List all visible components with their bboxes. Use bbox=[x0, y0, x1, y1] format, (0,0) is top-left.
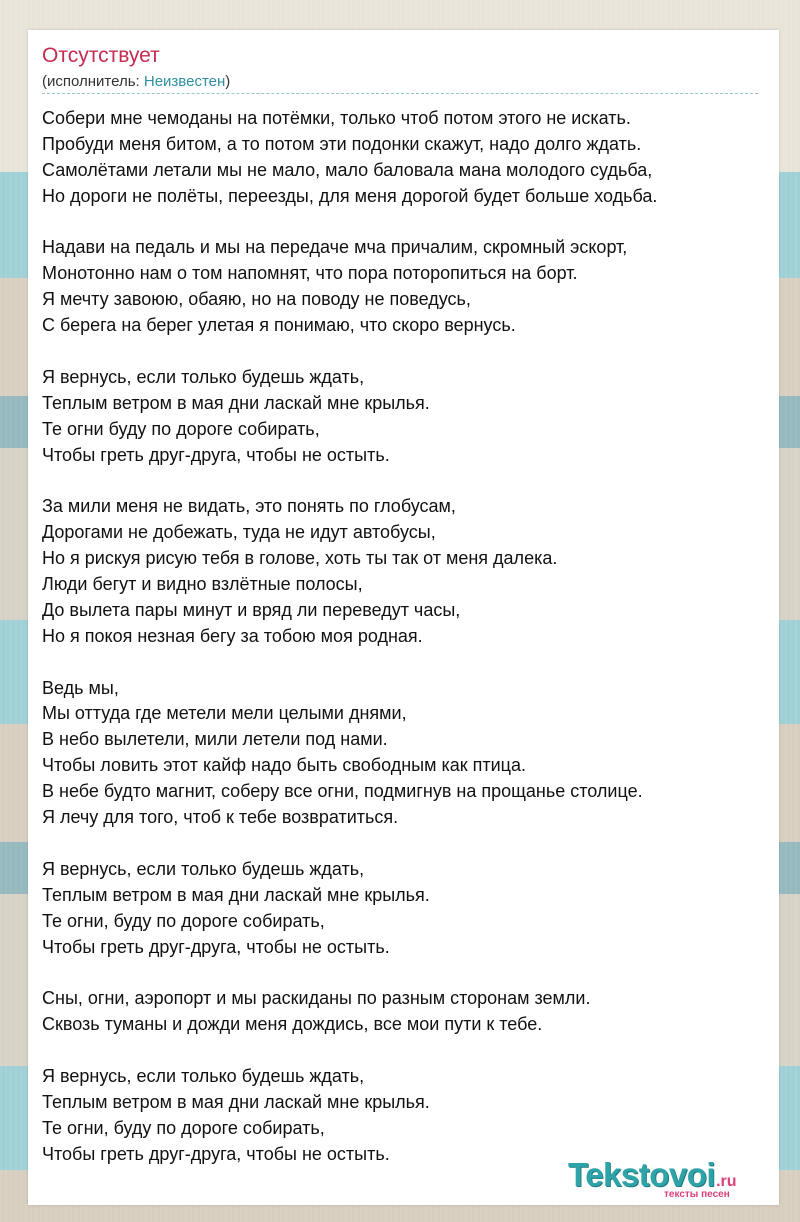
logo-name: Tekstovoi bbox=[568, 1156, 716, 1193]
artist-link[interactable]: Неизвестен bbox=[143, 73, 226, 90]
stanza-gap bbox=[42, 831, 772, 857]
lyric-line: Чтобы греть друг-друга, чтобы не остыть. bbox=[42, 444, 390, 465]
lyric-line: Те огни, буду по дороге собирать, bbox=[42, 910, 325, 931]
logo-tld: .ru bbox=[716, 1173, 737, 1190]
lyric-line: Но дороги не полёты, переезды, для меня дорогой будет больше ходьба. bbox=[42, 185, 658, 206]
lyric-line: Люди бегут и видно взлётные полосы, bbox=[42, 574, 363, 595]
lyric-line: Ведь мы, bbox=[42, 677, 119, 698]
stanza-gap bbox=[42, 1038, 772, 1064]
lyric-line: Теплым ветром в мая дни ласкай мне крылья. bbox=[42, 884, 430, 905]
lyric-line: Я вернусь, если только будешь ждать, bbox=[42, 858, 365, 879]
lyric-line: Чтобы греть друг-друга, чтобы не остыть. bbox=[42, 1143, 390, 1164]
lyric-line: Но я рискуя рисую тебя в голове, хоть ты так от меня далека. bbox=[42, 548, 558, 569]
lyric-line: Собери мне чемоданы на потёмки, только чтоб потом этого не искать. bbox=[42, 108, 631, 128]
stanza-gap bbox=[42, 468, 772, 494]
artist-line bbox=[42, 73, 230, 90]
lyric-line: Я вернусь, если только будешь ждать, bbox=[42, 1065, 365, 1086]
stanza-gap bbox=[42, 960, 772, 986]
stanza-gap bbox=[42, 650, 772, 676]
lyric-line: Те огни буду по дороге собирать, bbox=[42, 418, 320, 439]
title-divider bbox=[42, 93, 758, 94]
stanza-gap bbox=[42, 210, 772, 236]
lyric-line: Но я покоя незная бегу за тобою моя родная. bbox=[42, 625, 423, 646]
stanza-gap bbox=[42, 339, 772, 365]
lyric-line: С берега на берег улетая я понимаю, что скоро вернусь. bbox=[42, 315, 516, 336]
lyric-line: Чтобы ловить этот кайф надо быть свободным как птица. bbox=[42, 755, 527, 776]
lyric-line: Монотонно нам о том напомнят, что пора поторопиться на борт. bbox=[42, 263, 578, 284]
lyric-line: Сны, огни, аэропорт и мы раскиданы по разным сторонам земли. bbox=[42, 988, 591, 1009]
lyric-line: Я вернусь, если только будешь ждать, bbox=[42, 366, 365, 387]
lyric-line: Дорогами не добежать, туда не идут автобусы, bbox=[42, 522, 436, 543]
lyric-line: Теплым ветром в мая дни ласкай мне крылья. bbox=[42, 1091, 430, 1112]
lyric-line: Сквозь туманы и дожди меня дождись, все мои пути к тебе. bbox=[42, 1014, 543, 1035]
song-title: Отсутствует bbox=[42, 44, 160, 67]
lyric-line: Пробуди меня битом, а то потом эти подонки скажут, надо долго ждать. bbox=[42, 133, 642, 154]
lyric-line: В небо вылетели, мили летели под нами. bbox=[42, 729, 388, 750]
lyric-line: Я лечу для того, чтоб к тебе возвратиться. bbox=[42, 807, 399, 828]
artist-suffix: ) bbox=[225, 73, 231, 90]
logo-tagline: тексты песен bbox=[664, 1189, 730, 1200]
lyric-line: За мили меня не видать, это понять по глобусам, bbox=[42, 496, 456, 517]
lyric-line: Те огни, буду по дороге собирать, bbox=[42, 1117, 325, 1138]
lyric-line: Мы оттуда где метели мели целыми днями, bbox=[42, 703, 407, 724]
lyric-line: В небе будто магнит, соберу все огни, подмигнув на прощанье столице. bbox=[42, 781, 643, 802]
lyric-line: До вылета пары минут и вряд ли переведут часы, bbox=[42, 599, 461, 620]
lyric-line: Чтобы греть друг-друга, чтобы не остыть. bbox=[42, 936, 390, 957]
lyric-line: Теплым ветром в мая дни ласкай мне крылья. bbox=[42, 392, 430, 413]
lyrics-text bbox=[42, 106, 772, 1168]
lyric-line: Надави на педаль и мы на передаче мча причалим, скромный эскорт, bbox=[42, 237, 628, 258]
lyric-line: Самолётами летали мы не мало, мало баловала мана молодого судьба, bbox=[42, 159, 653, 180]
site-logo[interactable] bbox=[568, 1156, 737, 1200]
artist-prefix: (исполнитель: bbox=[42, 73, 144, 90]
lyric-line: Я мечту завоюю, обаяю, но на поводу не поведусь, bbox=[42, 289, 471, 310]
